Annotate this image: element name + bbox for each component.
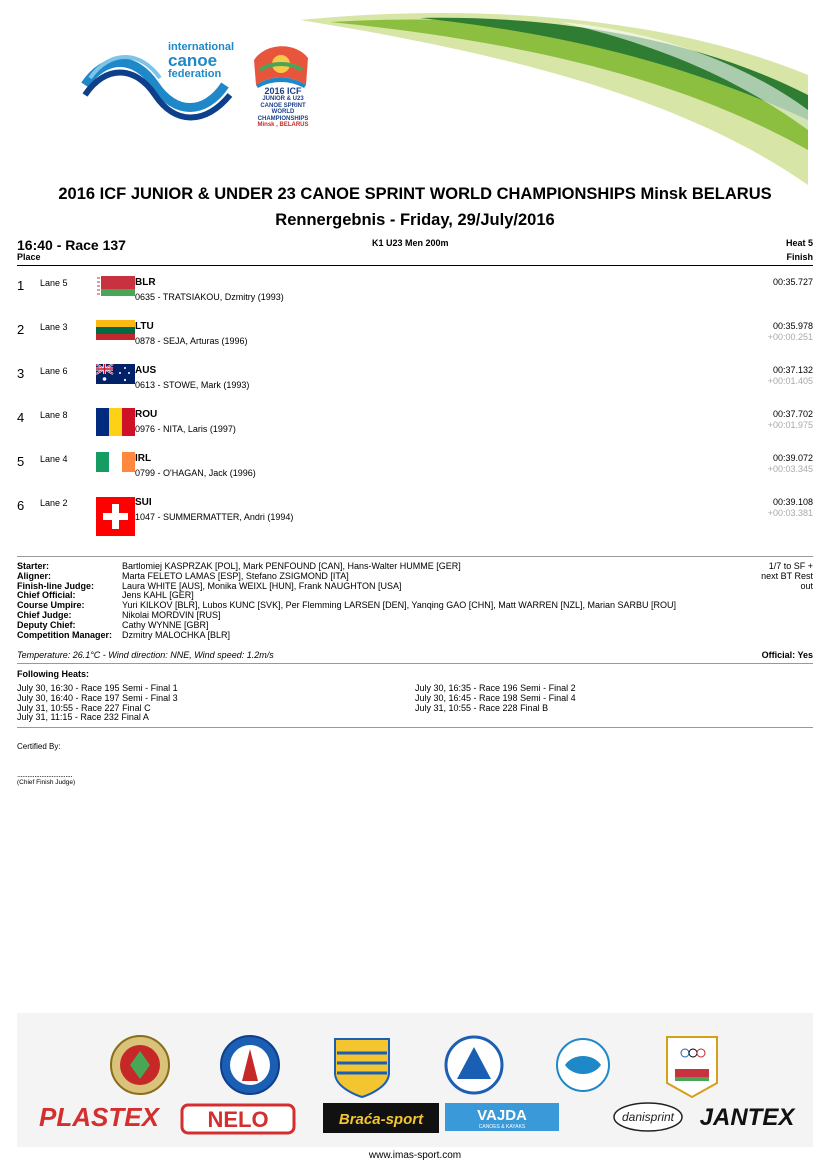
following-heats-list: [17, 684, 178, 723]
sponsor-braca-sport: Braća-sport: [338, 1111, 424, 1128]
result-time: 00:35.727: [772, 277, 813, 287]
sui-flag-icon: [96, 496, 135, 537]
result-lane: Lane 4: [40, 454, 68, 464]
icf-logo-line: international: [168, 41, 235, 53]
result-place: 1: [17, 278, 25, 293]
result-time: 00:35.978: [772, 321, 813, 331]
sponsor-emblem-2: [221, 1036, 279, 1094]
official-role: Competition Manager:: [17, 629, 113, 640]
footer-url[interactable]: www.imas-sport.com: [368, 1150, 462, 1161]
following-heat-item: July 30, 16:45 - Race 198 Semi - Final 4: [415, 692, 576, 703]
official-entry: [17, 631, 813, 641]
sponsor-vajda: VAJDA: [477, 1107, 527, 1124]
result-place: 4: [17, 410, 25, 425]
race-time: 16:40 - Race 137: [17, 237, 126, 253]
result-time-diff: +00:00.251: [767, 332, 813, 342]
divider: [17, 556, 813, 557]
following-heat-item: July 31, 10:55 - Race 227 Final C: [17, 702, 151, 713]
result-lane: Lane 2: [40, 498, 68, 508]
column-header-finish: Finish: [786, 252, 813, 262]
official-names: Dzmitry MALOCHKA [BLR]: [122, 629, 231, 640]
result-athlete: 0635 - TRATSIAKOU, Dzmitry (1993): [135, 292, 284, 302]
result-row: [17, 408, 813, 452]
sponsor-emblem-6: [667, 1037, 717, 1097]
sponsors-banner: [17, 1013, 813, 1147]
following-heat-item: July 30, 16:40 - Race 197 Semi - Final 3: [17, 692, 178, 703]
icf-logo-text: [168, 42, 234, 80]
result-lane: Lane 6: [40, 366, 68, 376]
following-heats-title: Following Heats:: [17, 669, 89, 679]
following-heats-list: [415, 684, 576, 713]
result-time-diff: +00:01.405: [767, 376, 813, 386]
result-lane: Lane 5: [40, 278, 68, 288]
result-row: [17, 452, 813, 496]
qualification-line: 1/7 to SF +: [768, 561, 813, 571]
event-logo-line: 2016 ICF: [264, 86, 302, 96]
result-athlete: 0613 - STOWE, Mark (1993): [135, 380, 250, 390]
official-names: Nikolai MORDVIN [RUS]: [122, 609, 221, 620]
blr-flag-icon: [96, 276, 135, 296]
event-logo-line: Minsk , BELARUS: [257, 122, 309, 128]
following-heat-item: July 30, 16:35 - Race 196 Semi - Final 2: [415, 683, 576, 693]
page-title: 2016 ICF JUNIOR & UNDER 23 CANOE SPRINT WORLD CHAMPIONSHIPS Minsk BELARUS: [58, 185, 772, 203]
result-time-diff: +00:03.345: [767, 464, 813, 474]
result-athlete: 0878 - SEJA, Arturas (1996): [135, 336, 248, 346]
following-heat-item: July 31, 10:55 - Race 228 Final B: [415, 702, 549, 713]
qualification-line: next BT Rest: [761, 570, 813, 581]
sponsor-nelo: NELO: [207, 1107, 269, 1132]
official-role: Chief Judge:: [17, 609, 72, 620]
official-names: Cathy WYNNE [GBR]: [122, 619, 209, 630]
weather-info: Temperature: 26.1°C - Wind direction: NNE, Wind speed: 1.2m/s: [17, 650, 274, 660]
signature-line: ................................: [17, 770, 73, 779]
sponsor-emblem-1: [111, 1036, 169, 1094]
result-nation: ROU: [135, 409, 158, 420]
following-heat-item: July 30, 16:30 - Race 195 Semi - Final 1: [17, 683, 178, 693]
sponsor-jantex: JANTEX: [699, 1104, 795, 1131]
result-lane: Lane 8: [40, 410, 68, 420]
official-status: Official: Yes: [761, 650, 813, 660]
result-row: [17, 496, 813, 540]
result-athlete: 0799 - O'HAGAN, Jack (1996): [135, 468, 256, 478]
official-role: Finish-line Judge:: [17, 580, 95, 591]
aus-flag-icon: [96, 364, 135, 384]
race-heat: Heat 5: [785, 238, 813, 248]
event-logo-line: CANOE SPRINT: [260, 102, 306, 109]
official-names: Bartlomiej KASPRZAK [POL], Mark PENFOUND [CAN], Hans-Walter HUMME [GER]: [122, 561, 461, 571]
official-role: Starter:: [17, 561, 50, 571]
sponsor-danisprint: danisprint: [621, 1110, 675, 1124]
result-time: 00:39.072: [772, 453, 813, 463]
result-athlete: 1047 - SUMMERMATTER, Andri (1994): [135, 512, 294, 522]
result-time: 00:37.702: [772, 409, 813, 419]
ltu-flag-icon: [96, 320, 135, 340]
result-nation: LTU: [135, 321, 154, 332]
event-logo-line: JUNIOR & U23: [262, 96, 304, 102]
sponsor-vajda-sub: CANOES & KAYAKS: [478, 1124, 526, 1130]
official-names: Yuri KILKOV [BLR], Lubos KUNC [SVK], Per Flemming LARSEN [DEN], Yanqing GAO [CHN], Matt WARREN [NZL], Marian SARBU [ROU]: [122, 600, 676, 611]
result-nation: AUS: [135, 365, 157, 376]
column-header-place: Place: [17, 252, 41, 262]
race-event: K1 U23 Men 200m: [372, 238, 449, 248]
result-time: 00:39.108: [772, 497, 813, 507]
certified-by-label: Certified By:: [17, 742, 61, 751]
result-time: 00:37.132: [772, 365, 813, 375]
official-names: Marta FELETO LAMAS [ESP], Stefano ZSIGMOND [ITA]: [122, 570, 349, 581]
official-names: Laura WHITE [AUS], Monika WEIXL [HUN], Frank NAUGHTON [USA]: [122, 580, 402, 591]
divider: [17, 727, 813, 728]
result-nation: SUI: [135, 497, 152, 508]
officials-list: [17, 562, 813, 640]
official-role: Course Umpire:: [17, 600, 85, 611]
irl-flag-icon: [96, 452, 135, 472]
official-names: Jens KAHL [GER]: [122, 590, 194, 601]
result-lane: Lane 3: [40, 322, 68, 332]
signature-role: (Chief Finish Judge): [17, 779, 76, 786]
qualification-rules: [761, 562, 813, 591]
page-subtitle: Rennergebnis - Friday, 29/July/2016: [275, 211, 555, 229]
result-place: 5: [17, 454, 25, 469]
icf-logo-line: canoe: [168, 51, 218, 70]
result-place: 3: [17, 366, 25, 381]
race-header: [17, 237, 813, 266]
result-nation: IRL: [135, 453, 152, 464]
sponsor-emblem-3: [335, 1039, 389, 1097]
result-time-diff: +00:03.381: [767, 508, 813, 518]
result-row: [17, 276, 813, 320]
result-nation: BLR: [135, 277, 156, 288]
result-row: [17, 364, 813, 408]
icf-logo-line: federation: [168, 68, 222, 80]
sponsor-emblem-5: [557, 1039, 609, 1091]
result-athlete: 0976 - NITA, Laris (1997): [135, 424, 236, 434]
event-logo-line: WORLD CHAMPIONSHIPS: [257, 109, 309, 122]
qualification-line: out: [800, 580, 813, 591]
result-place: 2: [17, 322, 25, 337]
official-role: Deputy Chief:: [17, 619, 76, 630]
result-time-diff: +00:01.975: [767, 420, 813, 430]
sponsor-emblem-4: [446, 1037, 502, 1093]
divider: [17, 663, 813, 664]
following-heat-item: July 31, 11:15 - Race 232 Final A: [17, 712, 149, 723]
result-place: 6: [17, 498, 25, 513]
championship-logo-text: [252, 87, 314, 129]
official-role: Chief Official:: [17, 590, 76, 601]
rou-flag-icon: [96, 408, 135, 436]
result-row: [17, 320, 813, 364]
sponsor-plastex: PLASTEX: [39, 1102, 159, 1132]
official-role: Aligner:: [17, 570, 52, 581]
